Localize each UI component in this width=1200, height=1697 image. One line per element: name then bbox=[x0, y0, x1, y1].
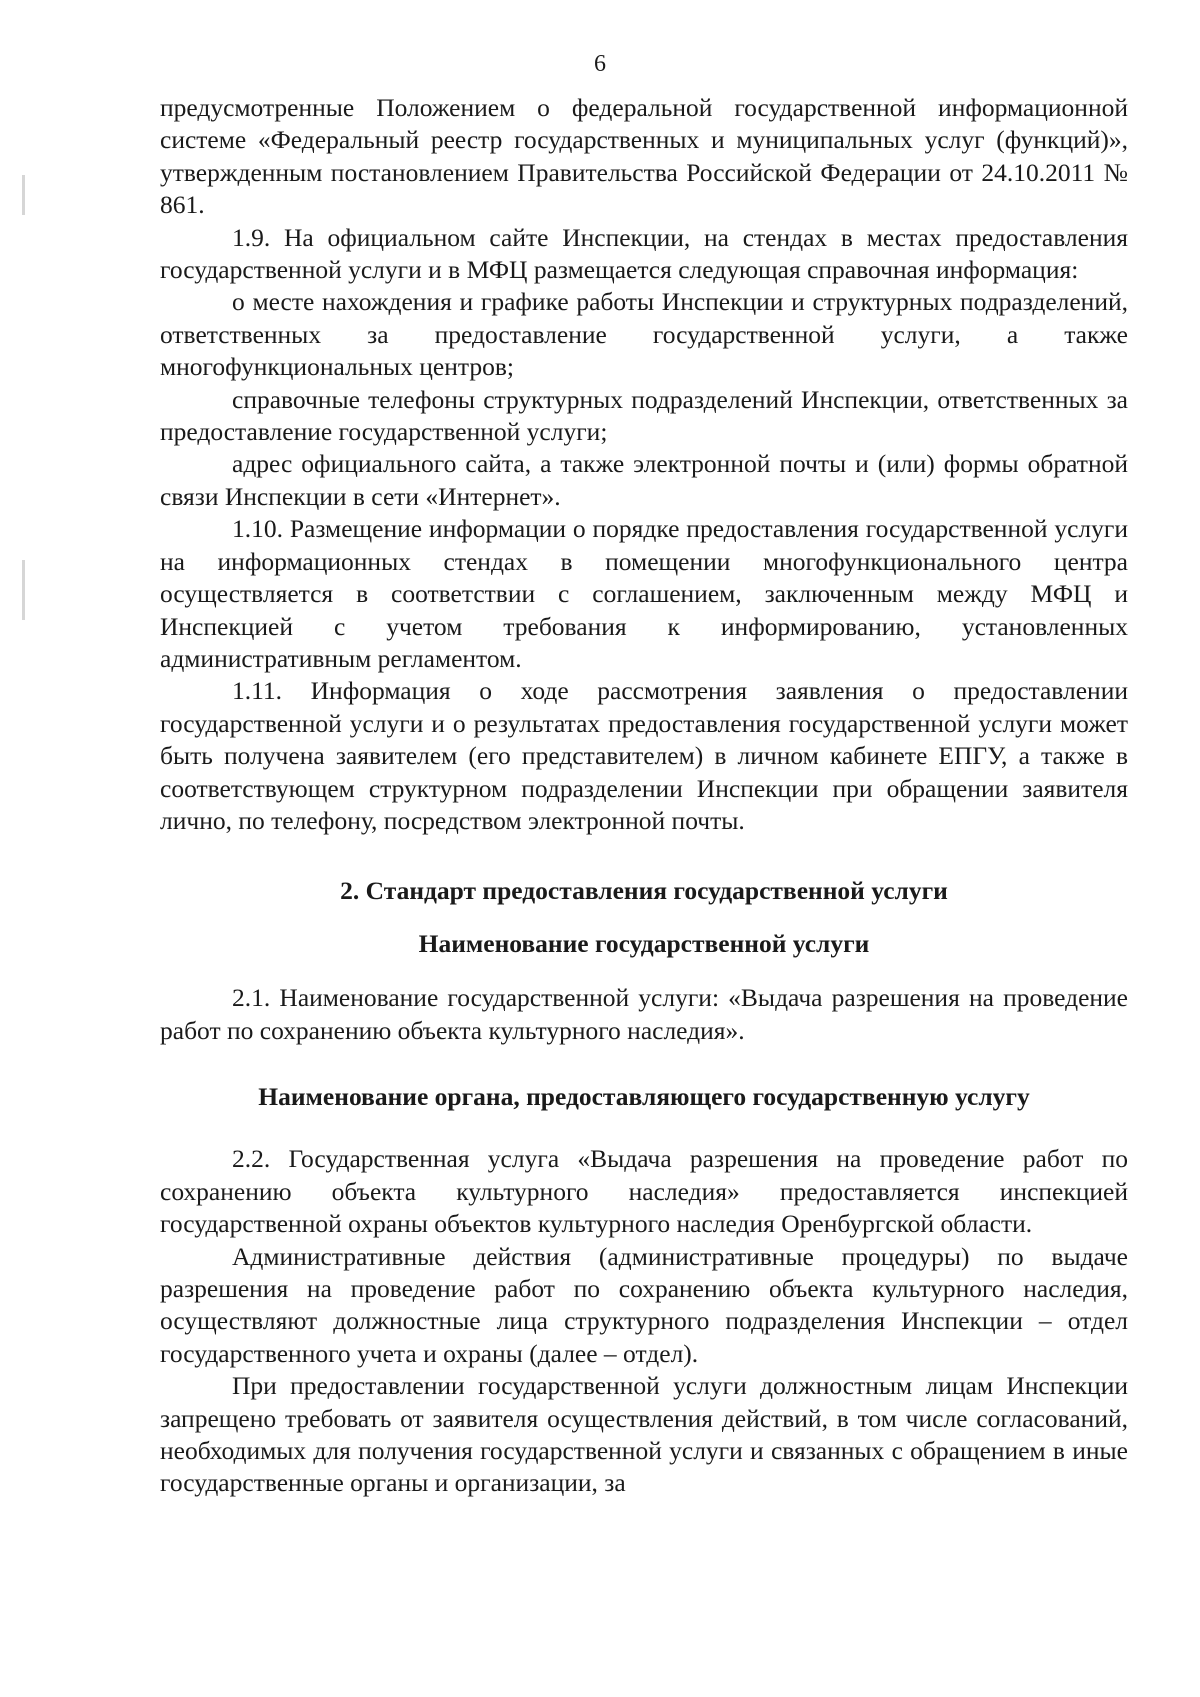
subheading-authority-name: Наименование органа, предоставляющего государственную услугу bbox=[258, 1081, 1030, 1111]
paragraph-1-9: 1.9. На официальном сайте Инспекции, на стендах в местах предоставления государственной услуги и в МФЦ размещается следующая справочная информация: bbox=[160, 222, 1128, 285]
subheading-service-name: Наименование государственной услуги bbox=[418, 928, 870, 958]
paragraph-website-info: адрес официального сайта, а также электронной почты и (или) формы обратной связи Инспекции в сети «Интернет». bbox=[160, 449, 1128, 511]
section-heading: 2. Стандарт предоставления государственной услуги bbox=[340, 876, 948, 906]
paragraph-continuation: предусмотренные Положением о федеральной государственной информационной системе «Федеральный реестр государственных и муниципальных услуг (функций)», утвержденным постановлением Правительства Российской Федерации от 24.10.2011 № 861. bbox=[160, 93, 1128, 220]
paragraph-1-11: 1.11. Информация о ходе рассмотрения заявления о предоставлении государственной услуги и о результатах предоставления государственной услуги может быть получена заявителем (его представителем) в личном кабинете ЕПГУ, а также в соответствующем структурном подразделении Инспекции при обращении заявителя лично, по телефону, посредством электронной почты. bbox=[160, 676, 1128, 835]
paragraph-1-10: 1.10. Размещение информации о порядке предоставления государственной услуги на информационных стендах в помещении многофункционального центра осуществляется в соответствии с соглашением, заключенным между МФЦ и Инспекцией с учетом требования к информированию, установленных административным регламентом. bbox=[160, 514, 1128, 673]
paragraph-phones-info: справочные телефоны структурных подразделений Инспекции, ответственных за предоставление государственной услуги; bbox=[160, 384, 1128, 447]
scan-artifact-middle bbox=[22, 560, 25, 620]
scan-artifact-top bbox=[22, 175, 25, 215]
paragraph-2-1: 2.1. Наименование государственной услуги: «Выдача разрешения на проведение работ по сохранению объекта культурного наследия». bbox=[160, 983, 1128, 1045]
paragraph-prohibition: При предоставлении государственной услуги должностным лицам Инспекции запрещено требовать от заявителя осуществления действий, в том числе согласований, необходимых для получения государственной услуги и связанных с обращением в иные государственные органы и организации, за bbox=[160, 1371, 1128, 1498]
paragraph-2-2: 2.2. Государственная услуга «Выдача разрешения на проведение работ по сохранению объекта культурного наследия» предоставляется инспекцией государственной охраны объектов культурного наследия Оренбургской области. bbox=[160, 1144, 1128, 1239]
paragraph-administrative-actions: Административные действия (административные процедуры) по выдаче разрешения на проведение работ по сохранению объекта культурного наследия, осуществляют должностные лица структурного подразделения Инспекции – отдел государственного учета и охраны (далее – отдел). bbox=[160, 1241, 1128, 1368]
page-number: 6 bbox=[594, 51, 606, 77]
paragraph-location-info: о месте нахождения и графике работы Инспекции и структурных подразделений, ответственных за предоставление государственной услуги, а также многофункциональных центров; bbox=[160, 287, 1128, 382]
document-body bbox=[160, 92, 1128, 1500]
